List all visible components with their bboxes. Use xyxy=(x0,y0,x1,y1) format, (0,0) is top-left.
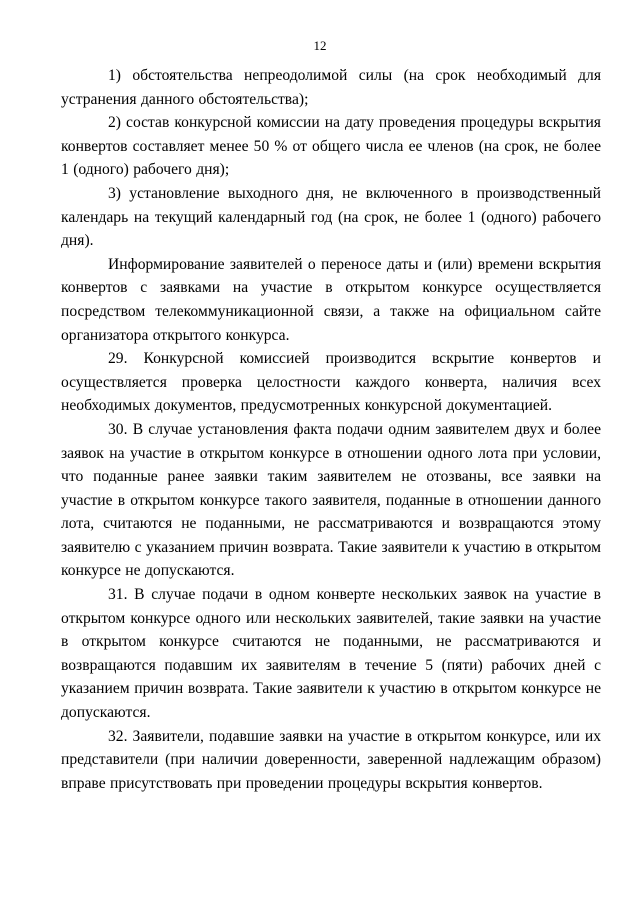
paragraph-item-2: 2) состав конкурсной комиссии на дату проведения процедуры вскрытия конвертов составляет менее 50 % от общего числа ее членов (на срок, не более 1 (одного) рабочего дня); xyxy=(61,114,601,179)
paragraph-31: 31. В случае подачи в одном конверте нескольких заявок на участие в открытом конкурсе одного или нескольких заявителей, такие заявки на участие в открытом конкурсе считаются не поданными, не рассматриваются и возвращаются подавшим их заявителям в течение 5 (пяти) рабочих дней с указанием причин возврата. Такие заявители к участию в открытом конкурсе не допускаются. xyxy=(61,586,601,722)
paragraph-item-3: 3) установление выходного дня, не включенного в производственный календарь на текущий календарный год (на срок, не более 1 (одного) рабочего дня). xyxy=(61,184,601,250)
document-body xyxy=(61,64,601,795)
paragraph-30: 30. В случае установления факта подачи одним заявителем двух и более заявок на участие в открытом конкурсе в отношении одного лота при условии, что поданные ранее заявки таким заявителем не отозваны, все заявки на участие в открытом конкурсе такого заявителя, поданные в отношении данного лота, считаются не поданными, не рассматриваются и возвращаются этому заявителю с указанием причин возврата. Такие заявители к участию в открытом конкурсе не допускаются. xyxy=(61,420,601,580)
page-number: 12 xyxy=(313,38,327,53)
paragraph-29: 29. Конкурсной комиссией производится вскрытие конвертов и осуществляется проверка целостности каждого конверта, наличия всех необходимых документов, предусмотренных конкурсной документацией. xyxy=(61,350,601,415)
paragraph-item-1: 1) обстоятельства непреодолимой силы (на срок необходимый для устранения данного обстоятельства); xyxy=(61,67,601,108)
paragraph-informing: Информирование заявителей о переносе даты и (или) времени вскрытия конвертов с заявками на участие в открытом конкурсе осуществляется посредством телекоммуникационной связи, а также на официальном сайте организатора открытого конкурса. xyxy=(61,255,601,344)
paragraph-32: 32. Заявители, подавшие заявки на участие в открытом конкурсе, или их представители (при наличии доверенности, заверенной надлежащим образом) вправе присутствовать при проведении процедуры вскрытия конвертов. xyxy=(61,727,601,792)
